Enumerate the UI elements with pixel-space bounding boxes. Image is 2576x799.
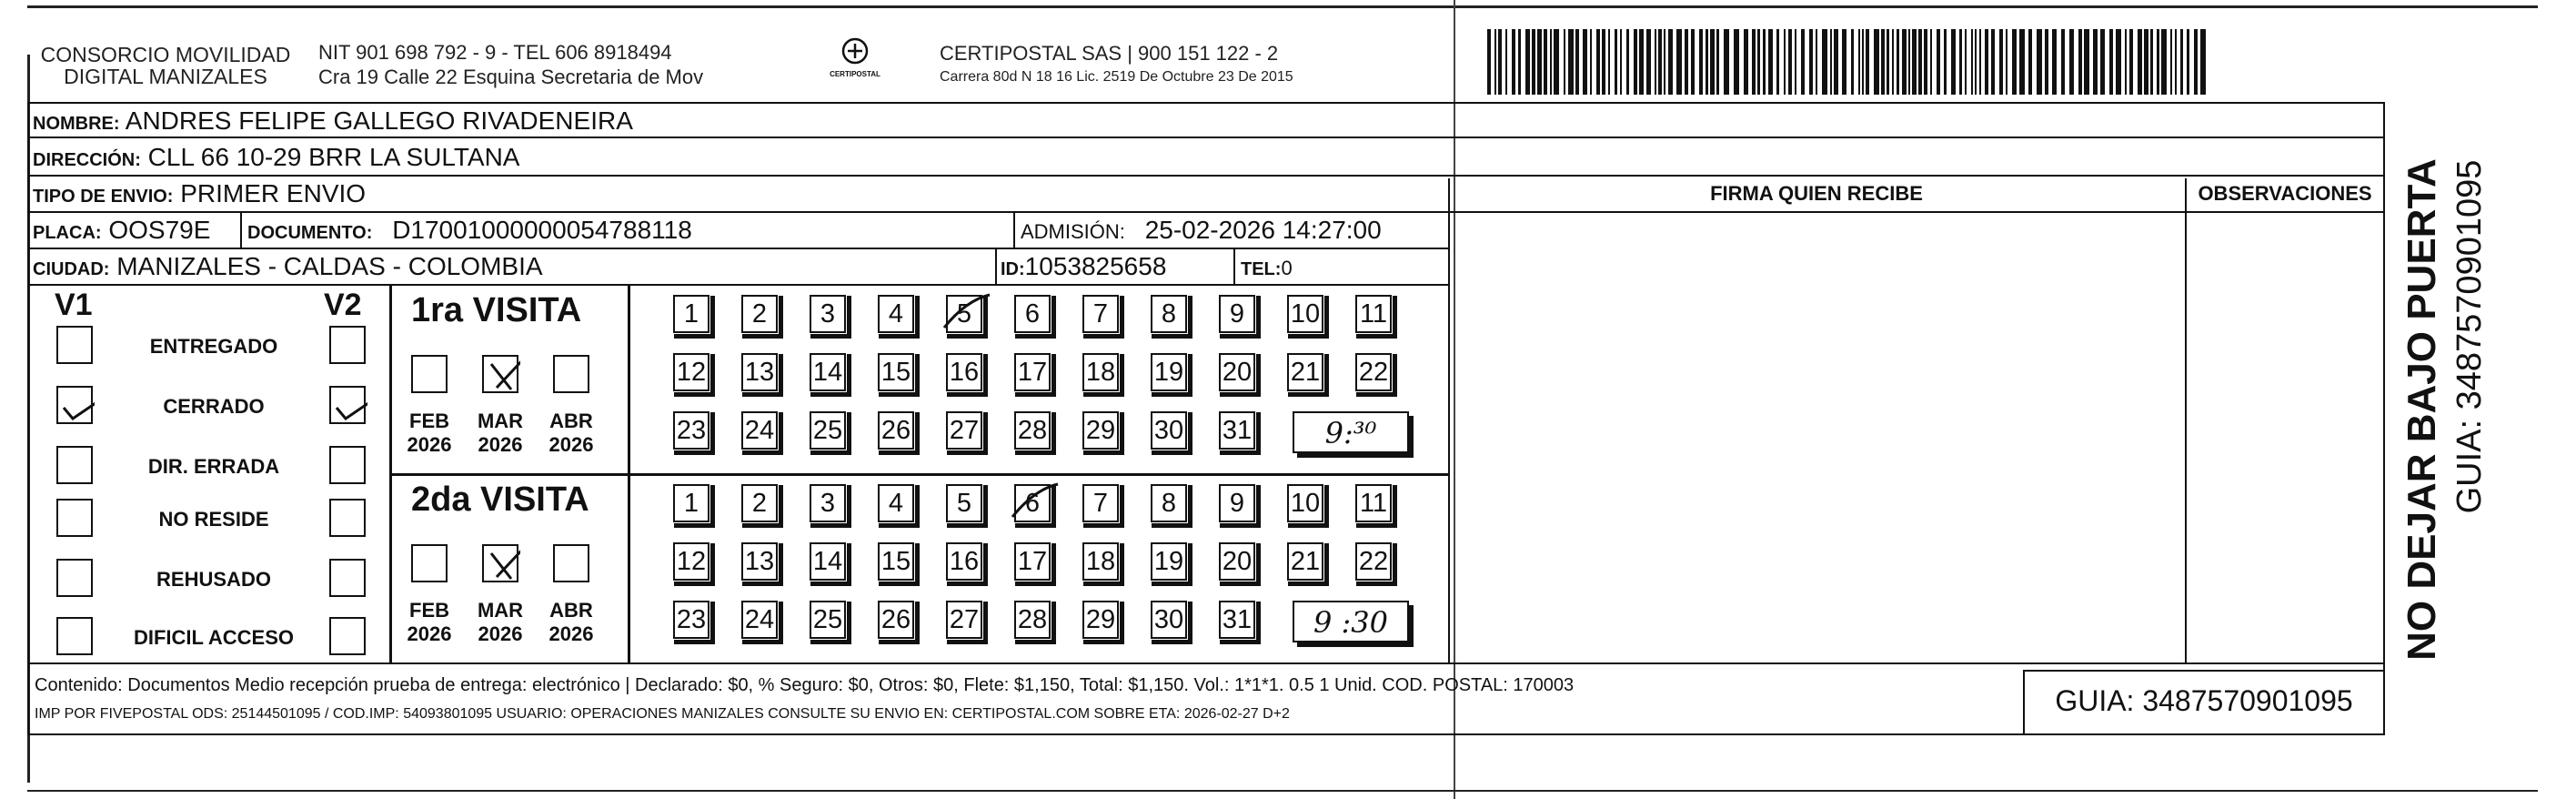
month-label <box>400 599 458 646</box>
day-box[interactable]: 5 <box>946 484 982 522</box>
barcode-bar <box>1655 29 1656 95</box>
day-box[interactable]: 27 <box>946 411 982 450</box>
day-box[interactable]: 13 <box>741 353 778 391</box>
status-option-label: REHUSADO <box>156 568 271 591</box>
barcode-bar <box>1602 29 1605 95</box>
day-box[interactable]: 18 <box>1082 542 1119 581</box>
ciudad-row <box>33 253 543 283</box>
barcode-bar <box>1590 29 1592 95</box>
placa-label: PLACA: <box>33 223 102 243</box>
tel-value: 0 <box>1281 257 1293 279</box>
day-box[interactable]: 24 <box>741 411 778 450</box>
cell-divider <box>1013 211 1015 248</box>
barcode-bar <box>1537 29 1542 95</box>
month-checkbox[interactable] <box>553 544 589 582</box>
v-divider-main <box>1448 178 1450 662</box>
barcode-bar <box>1951 29 1956 95</box>
barcode-bar <box>1706 29 1708 95</box>
barcode-bar <box>1634 29 1637 95</box>
v1-checkbox[interactable] <box>56 617 93 655</box>
placa-value: OOS79E <box>108 216 211 244</box>
admision-value: 25-02-2026 14:27:00 <box>1144 216 1382 244</box>
barcode-bar <box>1518 29 1521 95</box>
barcode-bar <box>1930 29 1932 95</box>
v1-checkbox[interactable] <box>56 559 93 597</box>
footer-guia: GUIA: 3487570901095 <box>2055 684 2353 717</box>
day-box[interactable]: 22 <box>1355 353 1392 391</box>
row-line <box>27 284 1448 286</box>
barcode-bar <box>1575 29 1579 95</box>
day-box[interactable]: 19 <box>1151 542 1187 581</box>
month-year: 2026 <box>478 622 523 645</box>
v-divider-obs <box>2185 178 2187 662</box>
day-box[interactable]: 3 <box>810 295 846 333</box>
visit-title: 1ra VISITA <box>411 291 582 329</box>
v1-checkbox[interactable] <box>56 499 93 537</box>
barcode-bar <box>1564 29 1565 95</box>
status-option-label: DIFICIL ACCESO <box>133 626 294 649</box>
barcode-bar <box>1744 29 1748 95</box>
footer-line2: IMP POR FIVEPOSTAL ODS: 25144501095 / COD.IMP: 54093801095 USUARIO: OPERACIONES MANIZALES CONSULTE SU ENVIO EN: CERTIPOSTAL.COM SOBRE ETA: 2026-02-27 D+2 <box>35 706 1290 722</box>
day-box[interactable]: 12 <box>673 542 709 581</box>
direccion-row <box>33 144 519 174</box>
certipostal-line2: Carrera 80d N 18 16 Lic. 2519 De Octubre 23 De 2015 <box>940 69 1293 85</box>
barcode-bar <box>1646 29 1651 95</box>
day-box[interactable]: 26 <box>878 601 914 639</box>
day-box[interactable]: 23 <box>673 601 709 639</box>
month-year: 2026 <box>548 622 594 645</box>
day-box[interactable]: 21 <box>1287 353 1323 391</box>
nombre-label: NOMBRE: <box>33 114 120 134</box>
month-label <box>471 599 529 646</box>
day-box[interactable]: 16 <box>946 542 982 581</box>
barcode-bar <box>1608 29 1610 95</box>
day-box[interactable]: 14 <box>810 353 846 391</box>
barcode-bar <box>1908 29 1910 95</box>
tipo-envio-row <box>33 180 366 210</box>
v2-checkbox[interactable] <box>329 617 366 655</box>
barcode-bar <box>1959 29 1962 95</box>
visit-time-box[interactable]: 9 :30 <box>1293 601 1409 642</box>
barcode-bar <box>2144 29 2148 95</box>
barcode-bar <box>1710 29 1715 95</box>
month-year: 2026 <box>548 433 594 456</box>
admision-label: ADMISIÓN: <box>1021 220 1125 243</box>
barcode-bar <box>1902 29 1907 95</box>
barcode-bar <box>1897 29 1899 95</box>
id-label: ID: <box>1001 259 1025 279</box>
barcode-bar <box>1532 29 1535 95</box>
day-box[interactable]: 9 <box>1219 295 1255 333</box>
barcode-bar <box>1776 29 1779 95</box>
barcode-bar <box>1676 29 1682 95</box>
nombre-row <box>33 107 633 137</box>
v1-checkbox[interactable] <box>56 326 93 364</box>
day-box[interactable]: 9 <box>1219 484 1255 522</box>
barcode-bar <box>1768 29 1773 95</box>
v2-checkbox[interactable] <box>329 386 366 424</box>
day-box[interactable]: 17 <box>1014 542 1051 581</box>
barcode-bar <box>2093 29 2098 95</box>
barcode-bar <box>1724 29 1729 95</box>
month-name: ABR <box>549 410 593 432</box>
barcode-bar <box>2175 29 2177 95</box>
tipo-envio-label: TIPO DE ENVIO: <box>33 187 174 207</box>
day-box[interactable]: 27 <box>946 601 982 639</box>
visit-divider <box>389 473 1448 476</box>
month-year: 2026 <box>478 433 523 456</box>
month-year: 2026 <box>407 433 452 456</box>
day-box[interactable]: 5 <box>946 295 982 333</box>
certipostal-logo <box>823 36 887 91</box>
day-box[interactable]: 30 <box>1151 411 1187 450</box>
day-box[interactable]: 18 <box>1082 353 1119 391</box>
status-option-label: NO RESIDE <box>158 508 269 531</box>
v2-label: V2 <box>324 288 362 322</box>
month-name: ABR <box>549 599 593 622</box>
documento-row <box>247 217 692 247</box>
barcode-bar <box>1842 29 1846 95</box>
barcode-bar <box>1918 29 1922 95</box>
day-box[interactable]: 31 <box>1219 411 1255 450</box>
tel-row <box>1241 257 1293 280</box>
direccion-label: DIRECCIÓN: <box>33 150 141 170</box>
day-box[interactable]: 19 <box>1151 353 1187 391</box>
check-mark-icon <box>484 546 520 584</box>
logo-text: CERTIPOSTAL <box>830 70 880 78</box>
status-option-label: ENTREGADO <box>149 335 278 358</box>
company-line2: DIGITAL MANIZALES <box>64 65 267 88</box>
row-line <box>27 175 2385 177</box>
barcode-bar <box>1822 29 1827 95</box>
barcode-bar <box>1554 29 1559 95</box>
barcode-bar <box>1763 29 1766 95</box>
barcode-bar <box>2109 29 2113 95</box>
day-box[interactable]: 30 <box>1151 601 1187 639</box>
barcode-bar <box>1583 29 1587 95</box>
barcode-bar <box>2150 29 2153 95</box>
nombre-value: ANDRES FELIPE GALLEGO RIVADENEIRA <box>125 106 633 135</box>
ciudad-value: MANIZALES - CALDAS - COLOMBIA <box>116 252 543 280</box>
barcode-bar <box>1999 29 2003 95</box>
barcode-bar <box>1668 29 1673 95</box>
barcode-bar <box>1795 29 1796 95</box>
barcode-bar <box>1975 29 1977 95</box>
day-box[interactable]: 29 <box>1082 601 1119 639</box>
barcode-bar <box>1874 29 1879 95</box>
barcode-bar <box>2037 29 2042 95</box>
day-box[interactable]: 17 <box>1014 353 1051 391</box>
barcode-bar <box>1784 29 1786 95</box>
day-box[interactable]: 6 <box>1014 295 1051 333</box>
v2-checkbox[interactable] <box>329 499 366 537</box>
side-warning: NO DEJAR BAJO PUERTA <box>2400 158 2444 661</box>
tipo-envio-value: PRIMER ENVIO <box>180 179 367 207</box>
barcode-bar <box>1544 29 1547 95</box>
barcode-bar <box>1816 29 1817 95</box>
company-contact <box>318 40 703 89</box>
barcode-bar <box>1512 29 1515 95</box>
day-box[interactable]: 10 <box>1287 295 1323 333</box>
day-box[interactable]: 12 <box>673 353 709 391</box>
barcode-bar <box>1937 29 1940 95</box>
day-box[interactable]: 1 <box>673 484 709 522</box>
barcode-bar <box>1892 29 1894 95</box>
day-box[interactable]: 2 <box>741 295 778 333</box>
barcode-bar <box>2200 29 2206 95</box>
logo-icon <box>837 36 873 66</box>
barcode-bar <box>1498 29 1502 95</box>
day-box[interactable]: 28 <box>1014 411 1051 450</box>
day-box[interactable]: 28 <box>1014 601 1051 639</box>
day-box[interactable]: 11 <box>1355 484 1392 522</box>
barcode-bar <box>2012 29 2017 95</box>
day-box[interactable]: 13 <box>741 542 778 581</box>
day-box[interactable]: 20 <box>1219 353 1255 391</box>
month-year: 2026 <box>407 622 452 645</box>
id-row <box>1001 253 1166 283</box>
day-box[interactable]: 4 <box>878 295 914 333</box>
barcode-bar <box>2069 29 2074 95</box>
month-name: FEB <box>409 599 449 622</box>
footer-divider <box>27 662 2385 664</box>
month-checkbox[interactable] <box>553 355 589 393</box>
month-checkbox[interactable] <box>411 544 448 582</box>
v1-label: V1 <box>55 288 93 322</box>
month-name: FEB <box>409 410 449 432</box>
ciudad-label: CIUDAD: <box>33 259 110 279</box>
barcode-bar <box>1851 29 1854 95</box>
barcode-bar <box>2084 29 2089 95</box>
barcode-bar <box>1487 29 1491 95</box>
month-name: MAR <box>477 599 524 622</box>
day-box[interactable]: 4 <box>878 484 914 522</box>
day-box[interactable]: 25 <box>810 601 846 639</box>
v2-checkbox[interactable] <box>329 446 366 484</box>
barcode-bar <box>1525 29 1530 95</box>
barcode-bar <box>2187 29 2189 95</box>
barcode-bar <box>1494 29 1496 95</box>
barcode-bar <box>1881 29 1885 95</box>
barcode-bar <box>2180 29 2183 95</box>
barcode-bar <box>1866 29 1869 95</box>
check-mark-icon <box>484 357 520 395</box>
barcode-bar <box>1887 29 1889 95</box>
barcode-bar <box>1568 29 1574 95</box>
barcode-bar <box>2028 29 2032 95</box>
barcode-bar <box>1699 29 1703 95</box>
barcode-bar <box>1924 29 1927 95</box>
barcode-bar <box>1639 29 1644 95</box>
cell-divider <box>995 248 997 284</box>
barcode-bar <box>2052 29 2057 95</box>
barcode-bar <box>2061 29 2065 95</box>
v1-checkbox[interactable] <box>56 446 93 484</box>
barcode-bar <box>1664 29 1665 95</box>
barcode-bar <box>2019 29 2025 95</box>
day-box[interactable]: 1 <box>673 295 709 333</box>
day-box[interactable]: 14 <box>810 542 846 581</box>
barcode-bar <box>1830 29 1832 95</box>
barcode-bar <box>1626 29 1629 95</box>
barcode-bar <box>1834 29 1838 95</box>
observaciones-header: OBSERVACIONES <box>2198 182 2372 205</box>
day-box[interactable]: 25 <box>810 411 846 450</box>
barcode-bar <box>2138 29 2142 95</box>
barcode-bar <box>1505 29 1507 95</box>
barcode-bar <box>1801 29 1805 95</box>
barcode-bar <box>2161 29 2167 95</box>
id-value: 1053825658 <box>1024 252 1167 280</box>
visit-time-box[interactable]: 9:³⁰ <box>1293 411 1409 453</box>
month-label <box>542 410 600 457</box>
day-box[interactable]: 6 <box>1014 484 1051 522</box>
check-mark-icon <box>331 388 367 426</box>
day-box[interactable]: 2 <box>741 484 778 522</box>
visit-title: 2da VISITA <box>411 480 589 519</box>
day-box[interactable]: 24 <box>741 601 778 639</box>
cell-divider <box>240 211 242 248</box>
side-guia: GUIA: 3487570901095 <box>2450 159 2489 514</box>
barcode-bar <box>1912 29 1917 95</box>
day-box[interactable]: 10 <box>1287 484 1323 522</box>
company-line1: CONSORCIO MOVILIDAD <box>40 43 291 66</box>
status-option-label: DIR. ERRADA <box>147 455 280 478</box>
barcode-bar <box>1734 29 1739 95</box>
barcode-bar <box>2116 29 2121 95</box>
address-line: Cra 19 Calle 22 Esquina Secretaria de Mov <box>318 66 704 88</box>
documento-value: D17001000000054788118 <box>392 216 692 244</box>
barcode-bar <box>1615 29 1617 95</box>
mark-stroke-icon <box>1007 480 1062 526</box>
day-box[interactable]: 20 <box>1219 542 1255 581</box>
day-box[interactable]: 21 <box>1287 542 1323 581</box>
barcode-bar <box>1685 29 1688 95</box>
day-box[interactable]: 23 <box>673 411 709 450</box>
top-scan-border <box>27 5 2538 8</box>
barcode-bar <box>2100 29 2105 95</box>
v1-checkbox[interactable] <box>56 386 93 424</box>
barcode <box>1487 29 2215 95</box>
day-box[interactable]: 15 <box>878 353 914 391</box>
barcode-bar <box>1716 29 1719 95</box>
day-box[interactable]: 22 <box>1355 542 1392 581</box>
company-name <box>29 44 302 87</box>
v2-checkbox[interactable] <box>329 326 366 364</box>
v2-checkbox[interactable] <box>329 559 366 597</box>
barcode-bar <box>2006 29 2007 95</box>
day-box[interactable]: 7 <box>1082 484 1119 522</box>
direccion-value: CLL 66 10-29 BRR LA SULTANA <box>147 143 520 171</box>
barcode-bar <box>1752 29 1756 95</box>
admision-row <box>1021 217 1382 246</box>
day-box[interactable]: 8 <box>1151 484 1187 522</box>
barcode-bar <box>1965 29 1967 95</box>
day-box[interactable]: 7 <box>1082 295 1119 333</box>
check-mark-icon <box>58 388 95 426</box>
certipostal-info <box>940 42 1293 89</box>
day-box[interactable]: 29 <box>1082 411 1119 450</box>
barcode-bar <box>2045 29 2048 95</box>
barcode-bar <box>2125 29 2127 95</box>
barcode-bar <box>1788 29 1792 95</box>
day-box[interactable]: 16 <box>946 353 982 391</box>
day-box[interactable]: 26 <box>878 411 914 450</box>
barcode-bar <box>1691 29 1695 95</box>
tel-label: TEL: <box>1241 259 1282 279</box>
barcode-bar <box>2129 29 2133 95</box>
day-box[interactable]: 8 <box>1151 295 1187 333</box>
barcode-bar <box>1971 29 1973 95</box>
day-box[interactable]: 15 <box>878 542 914 581</box>
barcode-bar <box>1658 29 1662 95</box>
month-label <box>400 410 458 457</box>
barcode-bar <box>1862 29 1864 95</box>
barcode-bar <box>1620 29 1622 95</box>
firma-header: FIRMA QUIEN RECIBE <box>1710 182 1923 205</box>
status-option-label: CERRADO <box>163 395 265 418</box>
barcode-bar <box>1550 29 1552 95</box>
barcode-bar <box>1985 29 1988 95</box>
barcode-bar <box>2078 29 2082 95</box>
nit-line: NIT 901 698 792 - 9 - TEL 606 8918494 <box>318 41 672 64</box>
day-box[interactable]: 11 <box>1355 295 1392 333</box>
barcode-bar <box>2157 29 2159 95</box>
month-name: MAR <box>477 410 524 432</box>
barcode-bar <box>2194 29 2198 95</box>
footer-line1: Contenido: Documentos Medio recepción prueba de entrega: electrónico | Declarado: $0, % Seguro: $0, Otros: $0, Flete: $1,150, Total: $1,150. Vol.: 1*1*1. 0.5 1 Unid. COD. POSTAL: 170003 <box>35 675 1575 695</box>
barcode-bar <box>1979 29 1981 95</box>
month-checkbox[interactable] <box>411 355 448 393</box>
barcode-bar <box>1858 29 1860 95</box>
row-line <box>1448 211 2385 213</box>
month-checkbox[interactable] <box>482 544 518 582</box>
mark-stroke-icon <box>939 291 993 337</box>
barcode-bar <box>1596 29 1600 95</box>
barcode-bar <box>1991 29 1995 95</box>
day-box[interactable]: 3 <box>810 484 846 522</box>
cell-divider <box>1233 248 1235 284</box>
barcode-bar <box>2170 29 2172 95</box>
month-label <box>471 410 529 457</box>
bottom-scan-border <box>27 790 2538 792</box>
certipostal-line1: CERTIPOSTAL SAS | 900 151 122 - 2 <box>940 42 1279 65</box>
month-label <box>542 599 600 646</box>
month-checkbox[interactable] <box>482 355 518 393</box>
documento-label: DOCUMENTO: <box>247 223 373 243</box>
barcode-bar <box>1757 29 1760 95</box>
placa-row <box>33 217 210 247</box>
day-box[interactable]: 31 <box>1219 601 1255 639</box>
barcode-bar <box>1944 29 1947 95</box>
barcode-bar <box>1809 29 1813 95</box>
